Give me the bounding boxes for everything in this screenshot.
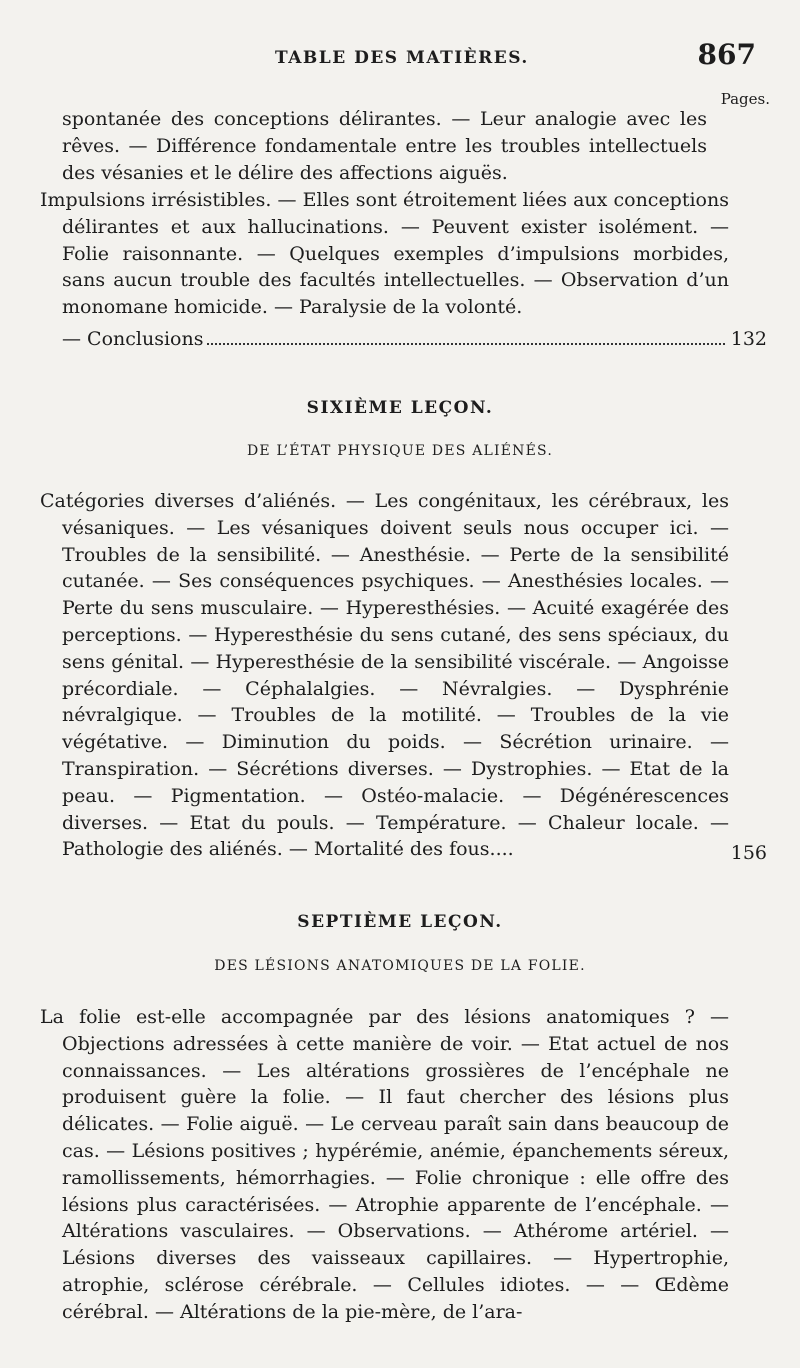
pages-column-label: Pages. (720, 90, 770, 108)
dot-leader (207, 343, 724, 345)
toc-page-ref-156: 156 (730, 842, 767, 864)
toc-entry-continuation: spontanée des conceptions délirantes. — Leur analogie avec les rêves. — Différence fondamentale entre les troubles intellectuels des vésanies et le délire des affections aiguës. (62, 108, 707, 184)
section-title-septieme-lecon: SEPTIÈME LEÇON. (297, 912, 503, 932)
toc-entry-conclusions-line (62, 326, 767, 353)
toc-entry-septieme-lecon: La folie est-elle accompagnée par des lésions anatomiques ? — Objections adressées à cette manière de voir. — Etat actuel de nos connaissances. — Les altérations grossières de l’encéphale ne produisent guère la folie. — Il faut chercher des lésions plus délicates. — Folie aiguë. — Le cerveau paraît sain dans beaucoup de cas. — Lésions positives ; hypérémie, anémie, épanchements séreux, ramollissements, hémorrhagies. — Folie chronique : elle offre des lésions plus caractérisées. — Atrophie apparente de l’encéphale. — Altérations vasculaires. — Observations. — Athérome artériel. — Lésions diverses des vaisseaux capillaires. — Hypertrophie, atrophie, sclérose cérébrale. — Cellules idiotes. — — Œdème cérébral. — Altérations de la pie-mère, de l’ara- (40, 1006, 729, 1323)
running-header-title: TABLE DES MATIÈRES. (275, 48, 529, 68)
toc-page-ref-line-156 (62, 840, 767, 867)
toc-page-ref-132: 132 (730, 328, 767, 350)
section-subtitle-lesions-anatomiques: DES LÉSIONS ANATOMIQUES DE LA FOLIE. (214, 958, 586, 974)
page-number: 867 (697, 38, 756, 71)
toc-entry-conclusions-label: — Conclusions (62, 328, 204, 350)
section-subtitle-etat-physique: DE L’ÉTAT PHYSIQUE DES ALIÉNÉS. (246, 443, 553, 459)
toc-entry-impulsions: Impulsions irrésistibles. — Elles sont étroitement liées aux conceptions délirantes et aux hallucinations. — Peuvent exister isolément. — Folie raisonnante. — Quelques exemples d’impulsions morbides, sans aucun trouble des facultés intellectuelles. — Observation d’un monomane homicide. — Paralysie de la volonté. (40, 189, 729, 319)
section-title-sixieme-lecon: SIXIÈME LEÇON. (306, 398, 494, 418)
toc-entry-sixieme-lecon: Catégories diverses d’aliénés. — Les congénitaux, les cérébraux, les vésaniques. — Les vésaniques doivent seuls nous occuper ici. — Troubles de la sensibilité. — Anesthésie. — Perte de la sensibilité cutanée. — Ses conséquences psychiques. — Anesthésies locales. — Perte du sens musculaire. — Hyperesthésies. — Acuité exagérée des perceptions. — Hyperesthésie du sens cutané, des sens spéciaux, du sens génital. — Hyperesthésie de la sensibilité viscérale. — Angoisse précordiale. — Céphalalgies. — Névralgies. — Dysphrénie névralgique. — Troubles de la motilité. — Troubles de la vie végétative. — Diminution du poids. — Sécrétion urinaire. — Transpiration. — Sécrétions diverses. — Dystrophies. — Etat de la peau. — Pigmentation. — Ostéo-malacie. — Dégénérescences diverses. — Etat du pouls. — Température. — Chaleur locale. — Pathologie des aliénés. — Mortalité des fous.... (40, 490, 729, 861)
